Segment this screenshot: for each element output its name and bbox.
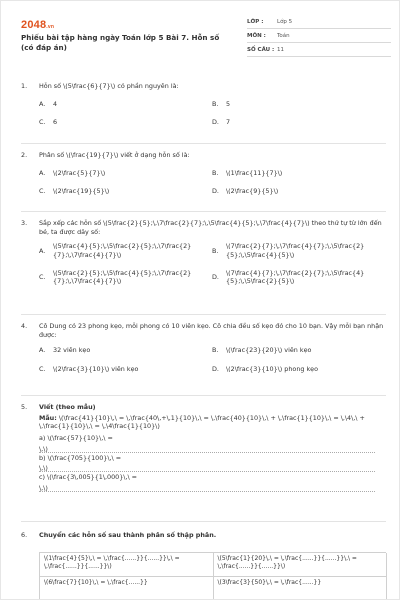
divider [21,211,386,212]
option-text: 32 viên kẹo [53,346,91,355]
divider [21,143,386,144]
divider [21,521,386,522]
meta-value: Lớp 5 [277,18,293,25]
worksheet-header [21,15,391,61]
part-c [39,473,391,482]
question-3 [21,219,391,286]
logo-main: 2048 [21,19,47,31]
part-label: c) \(\frac{3\,005}{1\,000}\,\ = [39,473,138,482]
option-letter: A. [39,246,46,255]
option-letter: B. [212,168,219,177]
option-a[interactable] [39,169,212,178]
meta-label: SỐ CÂU : [247,46,275,53]
part-a-answer-line[interactable] [39,443,391,453]
option-letter: B. [212,346,219,355]
option-d[interactable] [212,269,385,286]
question-number: 1. [21,82,28,90]
option-text: \(2\frac{9}{5}\) [226,187,279,196]
worksheet-meta [247,15,391,57]
part-continuation: \,\) [39,444,48,453]
question-6 [21,531,391,540]
conversion-cell[interactable]: \(1\frac{4}{5}\,\ = \,\frac{......}}{......}}\,\ = \,\frac{......}}{......}}\) [40,553,214,577]
option-letter: B. [212,246,219,255]
answer-options [39,346,391,373]
question-4 [21,322,391,374]
answer-options [39,242,391,286]
meta-label: LỚP : [247,18,264,25]
conversion-cell[interactable]: \(5\frac{1}{20}\,\ = \,\frac{......}}{......}}\,\ = \,\frac{......}}{......}}\) [214,553,388,577]
divider [21,395,386,396]
option-d[interactable] [212,365,385,374]
meta-row-subject [247,29,391,43]
option-text: 5 [226,99,231,108]
option-text: \(5\frac{2}{5};\,\5\frac{4}{5};\,\7\frac{2}{7};\,\7\frac{4}{7}\) [53,268,192,286]
question-number: 4. [21,322,28,330]
option-text: \(2\frac{19}{5}\) [53,187,110,196]
part-b [39,454,391,463]
answer-dotted-line [39,443,375,453]
option-text: 6 [53,118,58,127]
question-text: Phân số \(\frac{19}{7}\) viết ở dạng hỗn số là: [39,151,190,159]
meta-row-class [247,15,391,29]
option-b[interactable] [212,346,385,355]
site-logo[interactable] [21,18,54,33]
option-d[interactable] [212,187,385,196]
question-title: Viết (theo mẫu) [39,403,96,411]
option-letter: D. [212,187,219,196]
question-number: 3. [21,219,28,227]
option-text: 4 [53,99,58,108]
option-letter: A. [39,99,46,108]
question-text: Hỗn số \(5\frac{6}{7}\) có phần nguyên là: [39,82,179,90]
option-c[interactable] [39,269,212,286]
answer-options [39,100,391,127]
option-letter: D. [212,364,219,373]
option-text: \(5\frac{4}{5};\,\5\frac{2}{5};\,\7\frac{2}{7};\,\7\frac{4}{7}\) [53,242,192,259]
question-text: Cô Dung có 23 phong kẹo, mỗi phong có 10 viên kẹo. Cô chia đều số kẹo đó cho 10 bạn. Vậy mỗi bạn nhận được: [39,322,384,339]
part-b-answer-line[interactable] [39,462,391,472]
question-text: Sắp xếp các hỗn số \(5\frac{2}{5};\,\7\frac{2}{7};\,\5\frac{4}{5};\,\7\frac{4}{7}\) theo thứ tự từ lớn đến bé, ta được dãy số: [39,219,382,236]
option-a[interactable] [39,346,212,355]
option-letter: C. [39,272,46,281]
question-number: 2. [21,151,28,159]
option-b[interactable] [212,242,385,259]
option-text: \(\frac{23}{20}\) viên kẹo [226,346,312,355]
option-b[interactable] [212,169,385,178]
part-label: a) \(\frac{57}{10}\,\ = [39,433,113,442]
option-letter: A. [39,168,46,177]
fill-in-area [39,414,391,492]
answer-dotted-line [39,462,375,472]
meta-value: Toán [277,32,290,39]
part-continuation: \,\) [39,464,48,473]
option-text: \(7\frac{2}{7};\,\7\frac{4}{7};\,\5\frac{2}{5};\,\5\frac{4}{5}\) [226,242,365,259]
option-c[interactable] [39,187,212,196]
meta-value: 11 [277,46,284,53]
meta-label: MÔN : [247,32,266,39]
question-number: 5. [21,403,28,411]
example-label: Mẫu: [39,413,57,422]
option-letter: C. [39,364,46,373]
question-1 [21,82,391,127]
option-letter: D. [212,118,219,127]
option-text: \(2\frac{3}{10}\) viên kẹo [53,364,139,373]
logo-suffix: .vn [46,24,55,30]
worksheet-title: Phiếu bài tập hàng ngày Toán lớp 5 Bài 7. Hỗn số (có đáp án) [21,33,220,52]
option-a[interactable] [39,100,212,109]
option-letter: C. [39,187,46,196]
question-number: 6. [21,531,28,539]
option-c[interactable] [39,118,212,127]
question-2 [21,151,391,196]
option-text: 7 [226,118,231,127]
option-letter: A. [39,346,46,355]
option-text: \(2\frac{5}{7}\) [53,168,106,177]
option-text: \(1\frac{11}{7}\) [226,168,283,177]
option-text: \(2\frac{3}{10}\) phong kẹo [226,364,319,373]
conversion-cell[interactable]: \(3\frac{3}{50}\,\ = \,\frac{......}} [214,577,388,600]
option-b[interactable] [212,100,385,109]
answer-dotted-line [39,482,375,492]
option-letter: D. [212,272,219,281]
option-c[interactable] [39,365,212,374]
part-label: b) \(\frac{705}{100}\,\ = [39,453,122,462]
part-continuation: \,\) [39,483,48,492]
option-d[interactable] [212,118,385,127]
conversion-table [39,552,386,600]
option-letter: C. [39,118,46,127]
answer-options [39,169,391,196]
part-a [39,434,391,443]
option-text: \(7\frac{4}{7};\,\7\frac{2}{7};\,\5\frac{4}{5};\,\5\frac{2}{5}\) [226,268,365,286]
option-a[interactable] [39,242,212,259]
question-5 [21,403,391,493]
meta-row-count [247,43,391,57]
part-c-answer-line[interactable] [39,482,391,492]
question-title: Chuyển các hỗn số sau thành phân số thập phân. [39,531,217,539]
example-line [39,414,391,431]
conversion-cell[interactable]: \(6\frac{7}{10}\,\ = \,\frac{......}} [40,577,214,600]
example-text: \(\frac{41}{10}\,\ = \,\frac{40\,+\,1}{10}\,\ = \,\frac{40}{10}\,\ + \,\frac{1}{10}\,\ = \,\4\,\ + \,\frac{1}{10}\,\ = \,\4\frac{1}{10}\) [39,413,365,431]
option-letter: B. [212,99,219,108]
divider [21,314,386,315]
